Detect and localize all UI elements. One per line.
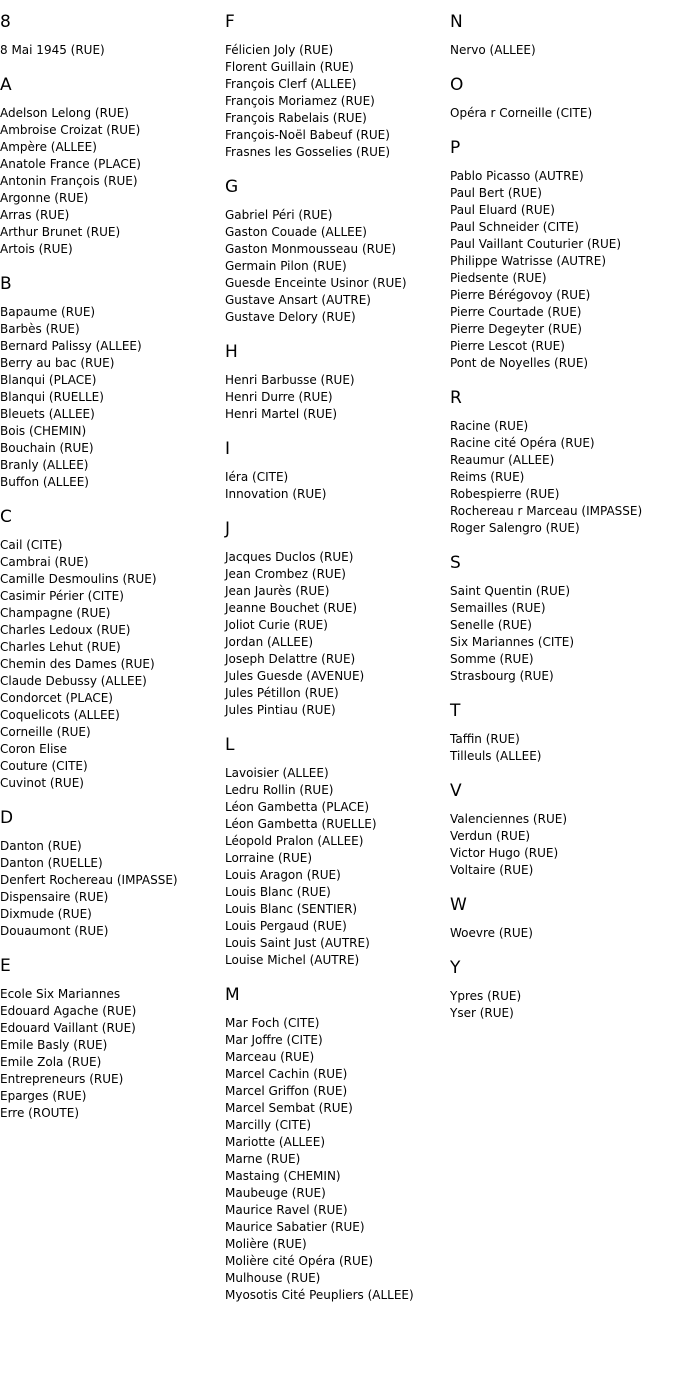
letter-heading: F [225, 12, 235, 32]
letter-heading: O [450, 75, 464, 95]
street-link[interactable]: Maurice Sabatier (RUE) [225, 1220, 365, 1234]
letter-heading: G [225, 177, 239, 197]
letter-heading: I [225, 439, 231, 459]
street-link[interactable]: Reims (RUE) [450, 470, 525, 484]
street-list [0, 105, 225, 258]
street-link[interactable]: Mulhouse (RUE) [225, 1271, 321, 1285]
letter-heading: L [225, 735, 235, 755]
street-link[interactable]: Condorcet (PLACE) [0, 691, 113, 705]
letter-section-l [225, 735, 450, 969]
letter-heading: W [450, 895, 467, 915]
street-link[interactable]: Marne (RUE) [225, 1152, 301, 1166]
letter-section-e [0, 956, 225, 1122]
street-link[interactable]: Arthur Brunet (RUE) [0, 225, 121, 239]
street-link[interactable]: Entrepreneurs (RUE) [0, 1072, 124, 1086]
street-link[interactable]: Jules Pintiau (RUE) [225, 703, 336, 717]
street-link[interactable]: Danton (RUELLE) [0, 856, 103, 870]
street-list [0, 838, 225, 940]
street-link[interactable]: Racine (RUE) [450, 419, 529, 433]
street-link[interactable]: Racine cité Opéra (RUE) [450, 436, 595, 450]
street-link[interactable]: Marcilly (CITE) [225, 1118, 312, 1132]
street-link[interactable]: Roger Salengro (RUE) [450, 521, 580, 535]
street-link[interactable]: Verdun (RUE) [450, 829, 531, 843]
street-link[interactable]: Gaston Couade (ALLEE) [225, 225, 367, 239]
street-link[interactable]: Mar Joffre (CITE) [225, 1033, 323, 1047]
street-list [225, 42, 450, 161]
letter-heading: H [225, 342, 238, 362]
street-link[interactable]: Artois (RUE) [0, 242, 73, 256]
letter-section-f [225, 12, 450, 161]
street-link[interactable]: Bernard Palissy (ALLEE) [0, 339, 142, 353]
letter-section-i [225, 439, 450, 503]
street-index-column-1 [0, 12, 225, 1138]
letter-section-d [0, 808, 225, 940]
letter-heading: J [225, 519, 231, 539]
street-link[interactable]: Pablo Picasso (AUTRE) [450, 169, 584, 183]
street-link[interactable]: Bleuets (ALLEE) [0, 407, 95, 421]
street-link[interactable]: Casimir Périer (CITE) [0, 589, 124, 603]
street-link[interactable]: Strasbourg (RUE) [450, 669, 554, 683]
street-link[interactable]: Lorraine (RUE) [225, 851, 313, 865]
street-link[interactable]: Pierre Degeyter (RUE) [450, 322, 582, 336]
street-link[interactable]: Branly (ALLEE) [0, 458, 89, 472]
street-link[interactable]: François Moriamez (RUE) [225, 94, 375, 108]
street-link[interactable]: Marcel Griffon (RUE) [225, 1084, 348, 1098]
letter-section-r [450, 388, 675, 537]
street-link[interactable]: Lavoisier (ALLEE) [225, 766, 329, 780]
letter-heading: D [0, 808, 14, 828]
letter-section-p [450, 138, 675, 372]
street-list [450, 583, 675, 685]
street-link[interactable]: Marcel Cachin (RUE) [225, 1067, 348, 1081]
street-link[interactable]: Robespierre (RUE) [450, 487, 560, 501]
street-link[interactable]: Paul Vaillant Couturier (RUE) [450, 237, 622, 251]
street-link[interactable]: Eparges (RUE) [0, 1089, 87, 1103]
letter-heading: A [0, 75, 12, 95]
street-link[interactable]: Buffon (ALLEE) [0, 475, 89, 489]
letter-section-w [450, 895, 675, 942]
street-link[interactable]: Jean Crombez (RUE) [225, 567, 346, 581]
street-link[interactable]: Louis Aragon (RUE) [225, 868, 341, 882]
street-link[interactable]: Arras (RUE) [0, 208, 70, 222]
street-link[interactable]: Iéra (CITE) [225, 470, 289, 484]
street-link[interactable]: Florent Guillain (RUE) [225, 60, 354, 74]
street-link[interactable]: Pierre Bérégovoy (RUE) [450, 288, 591, 302]
street-link[interactable]: Marceau (RUE) [225, 1050, 315, 1064]
letter-section-s [450, 553, 675, 685]
street-link[interactable]: Félicien Joly (RUE) [225, 43, 334, 57]
street-link[interactable]: Emile Basly (RUE) [0, 1038, 108, 1052]
street-link[interactable]: Pierre Courtade (RUE) [450, 305, 582, 319]
street-list [450, 731, 675, 765]
street-link[interactable]: Corneille (RUE) [0, 725, 91, 739]
street-list [225, 207, 450, 326]
street-link[interactable]: Henri Durre (RUE) [225, 390, 333, 404]
letter-section-y [450, 958, 675, 1022]
street-link[interactable]: Ypres (RUE) [450, 989, 522, 1003]
street-link[interactable]: Molière (RUE) [225, 1237, 307, 1251]
street-link[interactable]: Frasnes les Gosselies (RUE) [225, 145, 391, 159]
street-link[interactable]: Woevre (RUE) [450, 926, 533, 940]
street-link[interactable]: Henri Martel (RUE) [225, 407, 338, 421]
street-link[interactable]: Mastaing (CHEMIN) [225, 1169, 341, 1183]
street-link[interactable]: Philippe Watrisse (AUTRE) [450, 254, 607, 268]
street-link[interactable]: Camille Desmoulins (RUE) [0, 572, 157, 586]
street-link[interactable]: Taffin (RUE) [450, 732, 520, 746]
street-list [450, 988, 675, 1022]
street-link[interactable]: Berry au bac (RUE) [0, 356, 115, 370]
street-link[interactable]: Charles Lehut (RUE) [0, 640, 121, 654]
street-index-column-2 [225, 12, 450, 1320]
street-list [450, 105, 675, 122]
street-link[interactable]: Léopold Pralon (ALLEE) [225, 834, 364, 848]
street-link[interactable]: Yser (RUE) [450, 1006, 514, 1020]
street-link[interactable]: Marcel Sembat (RUE) [225, 1101, 353, 1115]
street-list [225, 765, 450, 969]
street-link[interactable]: Blanqui (PLACE) [0, 373, 97, 387]
street-link[interactable]: Jules Pétillon (RUE) [225, 686, 339, 700]
letter-heading: M [225, 985, 240, 1005]
letter-heading: B [0, 274, 12, 294]
letter-section-v [450, 781, 675, 879]
street-link[interactable]: Argonne (RUE) [0, 191, 89, 205]
street-list [450, 418, 675, 537]
street-list [225, 549, 450, 719]
street-link[interactable]: François Clerf (ALLEE) [225, 77, 357, 91]
letter-heading: 8 [0, 12, 11, 32]
street-link[interactable]: Jules Guesde (AVENUE) [225, 669, 365, 683]
street-link[interactable]: Jeanne Bouchet (RUE) [225, 601, 358, 615]
street-list [450, 925, 675, 942]
letter-heading: Y [450, 958, 461, 978]
street-link[interactable]: Mariotte (ALLEE) [225, 1135, 326, 1149]
street-link[interactable]: Douaumont (RUE) [0, 924, 109, 938]
street-list [450, 42, 675, 59]
street-link[interactable]: Bouchain (RUE) [0, 441, 94, 455]
letter-heading: E [0, 956, 11, 976]
street-link[interactable]: Ambroise Croizat (RUE) [0, 123, 141, 137]
street-link[interactable]: Paul Schneider (CITE) [450, 220, 579, 234]
street-link[interactable]: Coquelicots (ALLEE) [0, 708, 120, 722]
street-list [0, 42, 225, 59]
street-link[interactable]: Six Mariannes (CITE) [450, 635, 575, 649]
street-link[interactable]: 8 Mai 1945 (RUE) [0, 43, 105, 57]
street-link[interactable]: Jacques Duclos (RUE) [225, 550, 354, 564]
street-link[interactable]: Voltaire (RUE) [450, 863, 534, 877]
street-link[interactable]: Dispensaire (RUE) [0, 890, 109, 904]
letter-section-m [225, 985, 450, 1304]
street-link[interactable]: Louis Blanc (RUE) [225, 885, 331, 899]
street-link[interactable]: Tilleuls (ALLEE) [450, 749, 542, 763]
street-index-column-3 [450, 12, 675, 1038]
street-link[interactable]: Cail (CITE) [0, 538, 63, 552]
street-link[interactable]: Louis Saint Just (AUTRE) [225, 936, 370, 950]
street-link[interactable]: Emile Zola (RUE) [0, 1055, 102, 1069]
street-link[interactable]: Guesde Enceinte Usinor (RUE) [225, 276, 407, 290]
street-link[interactable]: Rochereau r Marceau (IMPASSE) [450, 504, 643, 518]
street-list [0, 304, 225, 491]
street-link[interactable]: François Rabelais (RUE) [225, 111, 367, 125]
street-link[interactable]: Molière cité Opéra (RUE) [225, 1254, 374, 1268]
letter-section-j [225, 519, 450, 719]
street-link[interactable]: Opéra r Corneille (CITE) [450, 106, 593, 120]
street-list [450, 168, 675, 372]
letter-section-b [0, 274, 225, 491]
street-link[interactable]: Germain Pilon (RUE) [225, 259, 347, 273]
street-list [225, 372, 450, 423]
letter-heading: N [450, 12, 463, 32]
street-link[interactable]: Semailles (RUE) [450, 601, 546, 615]
street-link[interactable]: Adelson Lelong (RUE) [0, 106, 129, 120]
street-link[interactable]: Louise Michel (AUTRE) [225, 953, 360, 967]
street-link[interactable]: Bois (CHEMIN) [0, 424, 87, 438]
street-link[interactable]: Paul Bert (RUE) [450, 186, 542, 200]
street-link[interactable]: Valenciennes (RUE) [450, 812, 567, 826]
street-link[interactable]: Maubeuge (RUE) [225, 1186, 326, 1200]
street-link[interactable]: Claude Debussy (ALLEE) [0, 674, 147, 688]
street-link[interactable]: Nervo (ALLEE) [450, 43, 536, 57]
street-link[interactable]: Maurice Ravel (RUE) [225, 1203, 348, 1217]
street-link[interactable]: Gustave Ansart (AUTRE) [225, 293, 371, 307]
street-link[interactable]: Anatole France (PLACE) [0, 157, 141, 171]
street-link[interactable]: Gaston Monmousseau (RUE) [225, 242, 397, 256]
letter-section-g [225, 177, 450, 326]
letter-section-a [0, 75, 225, 258]
street-link[interactable]: Gabriel Péri (RUE) [225, 208, 333, 222]
street-list [0, 986, 225, 1122]
street-link[interactable]: Edouard Vaillant (RUE) [0, 1021, 136, 1035]
street-link[interactable]: Paul Eluard (RUE) [450, 203, 555, 217]
street-link[interactable]: Charles Ledoux (RUE) [0, 623, 131, 637]
street-link[interactable]: Dixmude (RUE) [0, 907, 92, 921]
letter-section-c [0, 507, 225, 792]
street-link[interactable]: Saint Quentin (RUE) [450, 584, 570, 598]
street-link[interactable]: Cambrai (RUE) [0, 555, 89, 569]
street-link[interactable]: Victor Hugo (RUE) [450, 846, 559, 860]
letter-heading: V [450, 781, 462, 801]
street-list [225, 469, 450, 503]
street-link[interactable]: Senelle (RUE) [450, 618, 532, 632]
street-link[interactable]: Léon Gambetta (RUELLE) [225, 817, 377, 831]
letter-heading: S [450, 553, 461, 573]
street-list [0, 537, 225, 792]
street-link[interactable]: Erre (ROUTE) [0, 1106, 80, 1120]
letter-section-n [450, 12, 675, 59]
street-link[interactable]: Ampère (ALLEE) [0, 140, 97, 154]
street-link[interactable]: Blanqui (RUELLE) [0, 390, 104, 404]
street-link[interactable]: Danton (RUE) [0, 839, 82, 853]
street-link[interactable]: Louis Pergaud (RUE) [225, 919, 347, 933]
street-link[interactable]: Couture (CITE) [0, 759, 88, 773]
street-link[interactable]: Ecole Six Mariannes [0, 987, 121, 1001]
street-link[interactable]: Antonin François (RUE) [0, 174, 138, 188]
street-link[interactable]: Bapaume (RUE) [0, 305, 96, 319]
street-link[interactable]: Gustave Delory (RUE) [225, 310, 356, 324]
letter-section-h [225, 342, 450, 423]
street-link[interactable]: Edouard Agache (RUE) [0, 1004, 137, 1018]
street-link[interactable]: Piedsente (RUE) [450, 271, 547, 285]
street-link[interactable]: Jordan (ALLEE) [225, 635, 314, 649]
street-link[interactable]: Somme (RUE) [450, 652, 534, 666]
street-link[interactable]: Jean Jaurès (RUE) [225, 584, 330, 598]
street-link[interactable]: Léon Gambetta (PLACE) [225, 800, 370, 814]
letter-heading: T [450, 701, 461, 721]
street-link[interactable]: Champagne (RUE) [0, 606, 111, 620]
street-link[interactable]: Joseph Delattre (RUE) [225, 652, 356, 666]
street-link[interactable]: Joliot Curie (RUE) [225, 618, 328, 632]
letter-section-o [450, 75, 675, 122]
letter-heading: P [450, 138, 461, 158]
street-link[interactable]: Louis Blanc (SENTIER) [225, 902, 358, 916]
letter-heading: R [450, 388, 462, 408]
street-link[interactable]: Myosotis Cité Peupliers (ALLEE) [225, 1288, 414, 1302]
street-link[interactable]: Mar Foch (CITE) [225, 1016, 320, 1030]
street-link[interactable]: Innovation (RUE) [225, 487, 327, 501]
street-link[interactable]: Coron Elise [0, 742, 68, 756]
street-link[interactable]: Chemin des Dames (RUE) [0, 657, 155, 671]
street-link[interactable]: François-Noël Babeuf (RUE) [225, 128, 390, 142]
street-link[interactable]: Henri Barbusse (RUE) [225, 373, 355, 387]
street-link[interactable]: Pierre Lescot (RUE) [450, 339, 565, 353]
street-list [450, 811, 675, 879]
street-link[interactable]: Barbès (RUE) [0, 322, 80, 336]
street-link[interactable]: Denfert Rochereau (IMPASSE) [0, 873, 178, 887]
street-list [225, 1015, 450, 1304]
street-link[interactable]: Pont de Noyelles (RUE) [450, 356, 589, 370]
street-link[interactable]: Reaumur (ALLEE) [450, 453, 555, 467]
letter-section-t [450, 701, 675, 765]
street-link[interactable]: Ledru Rollin (RUE) [225, 783, 334, 797]
letter-section-8 [0, 12, 225, 59]
letter-heading: C [0, 507, 12, 527]
street-link[interactable]: Cuvinot (RUE) [0, 776, 84, 790]
